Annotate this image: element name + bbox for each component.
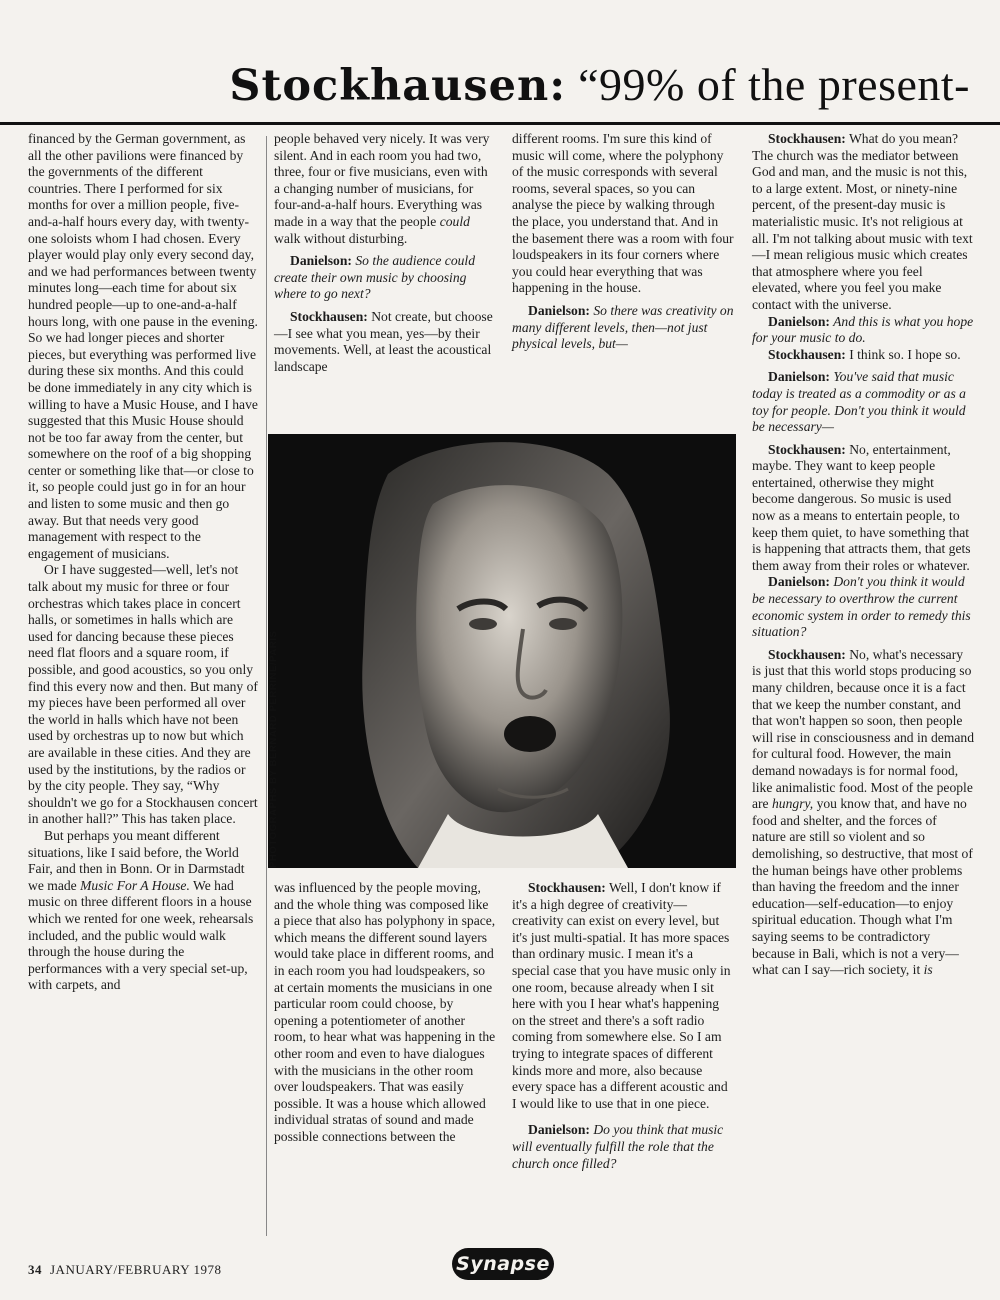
photo-credit: PHOTOGRAPHS BY BERNARD PERRINE/PARIS — [268, 630, 279, 868]
speaker-label: Danielson: — [528, 302, 590, 318]
paragraph: different rooms. I'm sure this kind of music will come, where the polyphony of the music corresponds with several rooms, several spaces, so you can analyse the piece by walking through the place, you understand that. And in the basement there was a room with four loudspeakers in its four corners where you could hear everything that was happening in the house. — [512, 131, 734, 296]
speaker-label: Danielson: — [528, 1122, 590, 1138]
question: Danielson: You've said that music today is treated as a commodity or as a toy for people. Don't you think it would be necessary— — [752, 369, 966, 435]
paragraph: But perhaps you meant different situations, like I said before, the World Fair, and then in Bonn. Or in Darmstadt we made Music For A House. We had music on three different floors in a house which we rented for one week, rehearsals included, and the public would walk through the house during the performances with a very special set-up, with carpets, and — [28, 827, 254, 993]
speaker-label: Danielson: — [768, 574, 830, 590]
article-headline — [229, 58, 970, 113]
logo-text: Synapse — [456, 1253, 550, 1275]
magazine-logo — [452, 1248, 554, 1280]
column-4 — [752, 131, 974, 979]
question: Danielson: Do you think that music will eventually fulfill the role that the church once filled? — [512, 1122, 724, 1171]
speaker-label: Danielson: — [768, 313, 830, 329]
question: Danielson: Don't you think it would be necessary to overthrow the current economic system in order to remedy this situation? — [752, 574, 971, 640]
work-title: Music For A House. — [80, 877, 190, 893]
answer: Stockhausen: I think so. I hope so. — [768, 346, 961, 362]
speaker-label: Stockhausen: — [290, 308, 368, 324]
page-number: 34 — [28, 1262, 42, 1277]
column-3 — [512, 131, 734, 353]
answer: Stockhausen: Not create, but choose—I see what you mean, yes—by their movements. Well, at least the acoustical landscape — [274, 308, 493, 374]
answer: Stockhausen: No, entertainment, maybe. They want to keep people entertained, otherwise they might become dangerous. So music is used now as a means to entertain people, to keep them quiet, to have something that is happening that attracts them, that gets them away from their roles or whatever. — [752, 441, 971, 573]
headline-quote: “99% of the present- — [578, 59, 970, 110]
issue-date: JANUARY/FEBRUARY 1978 — [50, 1262, 222, 1277]
answer: Stockhausen: What do you mean? The church was the mediator between God and man, and the music is not this, to a large extent. Most, or ninety-nine percent, of the present-day music is materialistic music. It's not religious at all. I'm not talking about music with text—I mean religious music which creates that atmosphere where you feel elevated, where you feel you make contact with the universe. — [752, 131, 973, 312]
speaker-label: Stockhausen: — [768, 646, 846, 662]
headline-name: Stockhausen: — [229, 61, 567, 111]
question: Danielson: So the audience could create their own music by choosing where to go next? — [274, 253, 475, 302]
speaker-label: Stockhausen: — [768, 346, 846, 362]
answer: Stockhausen: Well, I don't know if it's a high degree of creativity—creativity can exist on every level, but it's just multi-spatial. It has more spaces than ordinary music. I mean it's a special case that you have music only in one room, because already when I sit here with you I hear what's happening on the street and there's a soft radio coming from somewhere else. So I am trying to integrate spaces of different kinds more and more, also because every space has a different acoustic and I would like to use that in one piece. — [512, 880, 731, 1111]
column-1 — [28, 131, 258, 994]
paragraph: people behaved very nicely. It was very silent. And in each room you had two, three, four or five musicians, even with a changing number of musicians, for four-and-a-half hours. Everything was made in a way that the people could walk without disturbing. — [274, 131, 490, 246]
column-2 — [274, 131, 494, 375]
speaker-label: Stockhausen: — [768, 131, 846, 146]
question: Danielson: So there was creativity on many different levels, then—not just physical levels, but— — [512, 302, 734, 352]
paragraph: was influenced by the people moving, and the whole thing was composed like a piece that also has polyphony in space, which means the different sound layers would take place in different rooms, and in each room you had loudspeakers, so at certain moments the musicians in one particular room could choose, by opening a potentiometer of another room, to hear what was happening in the other room and even to have dialogues with the musicians in the other room over loudspeakers. That was easily possible. It was a house which allowed individual stratas of sound and made possible connections between the — [274, 880, 496, 1144]
page-footer — [28, 1262, 221, 1278]
speaker-label: Stockhausen: — [528, 880, 606, 895]
paragraph: Or I have suggested—well, let's not talk about my music for three or four orchestras which takes place in concert halls, or sometimes in halls which are used for dancing because these pieces need flat floors and a square room, if possible, and good acoustics, so you only find this every now and then. But many of my pieces have been performed all over the world in halls which have not been used by orchestras up to now but which are available in these cities. And they are used by the institutions, by the radios or by the city people. They say, “Why shouldn't we go for a Stockhausen concert in another hall?” This has taken place. — [28, 562, 258, 827]
column-3-lower — [512, 880, 734, 1172]
column-2-lower — [274, 880, 496, 1146]
answer: Stockhausen: No, what's necessary is just that this world stops producing so many children, because once it is a fact that we keep the number constant, and that won't happen so soon, then people will rise in consciousness and in demand for cultural food. However, the main demand nowadays is for normal food, like animalistic food. Most of the people are hungry, you know that, and have no food and shelter, and the forces of nature are still so violent and so demolishing, so destructive, that most of the human beings have other problems than having the freedom and the inner education—self-education—to enjoy spiritual education. Though what I'm saying seems to be contradictory because in Bali, which is not a very—what can I say—rich society, it is — [752, 646, 974, 978]
speaker-label: Stockhausen: — [768, 441, 846, 457]
headline-rule — [0, 122, 1000, 125]
question: Danielson: And this is what you hope for your music to do. — [752, 313, 974, 346]
speaker-label: Danielson: — [290, 253, 352, 269]
speaker-label: Danielson: — [768, 369, 830, 385]
paragraph: financed by the German government, as all the other pavilions were financed by the governments of the different countries. There I performed for six months for over a million people, five-and-a-half hours every day, with twenty-one soloists whom I had chosen. Every player would play only every second day, and we had performances between twenty minutes long—each time for about six hundred people—up to one-and-a-half hours long, with one pause in the evening. So we had longer pieces and shorter pieces, but everything was performed live during these six months. And this could be done immediately in any city which is willing to have a Music House, and I have suggested that this Music House should not be too far away from the center, but somewhere on the roof of a big shopping center or something like that—or close to it, so people could just go in for an hour and listen to some music and then go away. But that needs very good management with respect to the engagement of musicians. — [28, 131, 258, 561]
